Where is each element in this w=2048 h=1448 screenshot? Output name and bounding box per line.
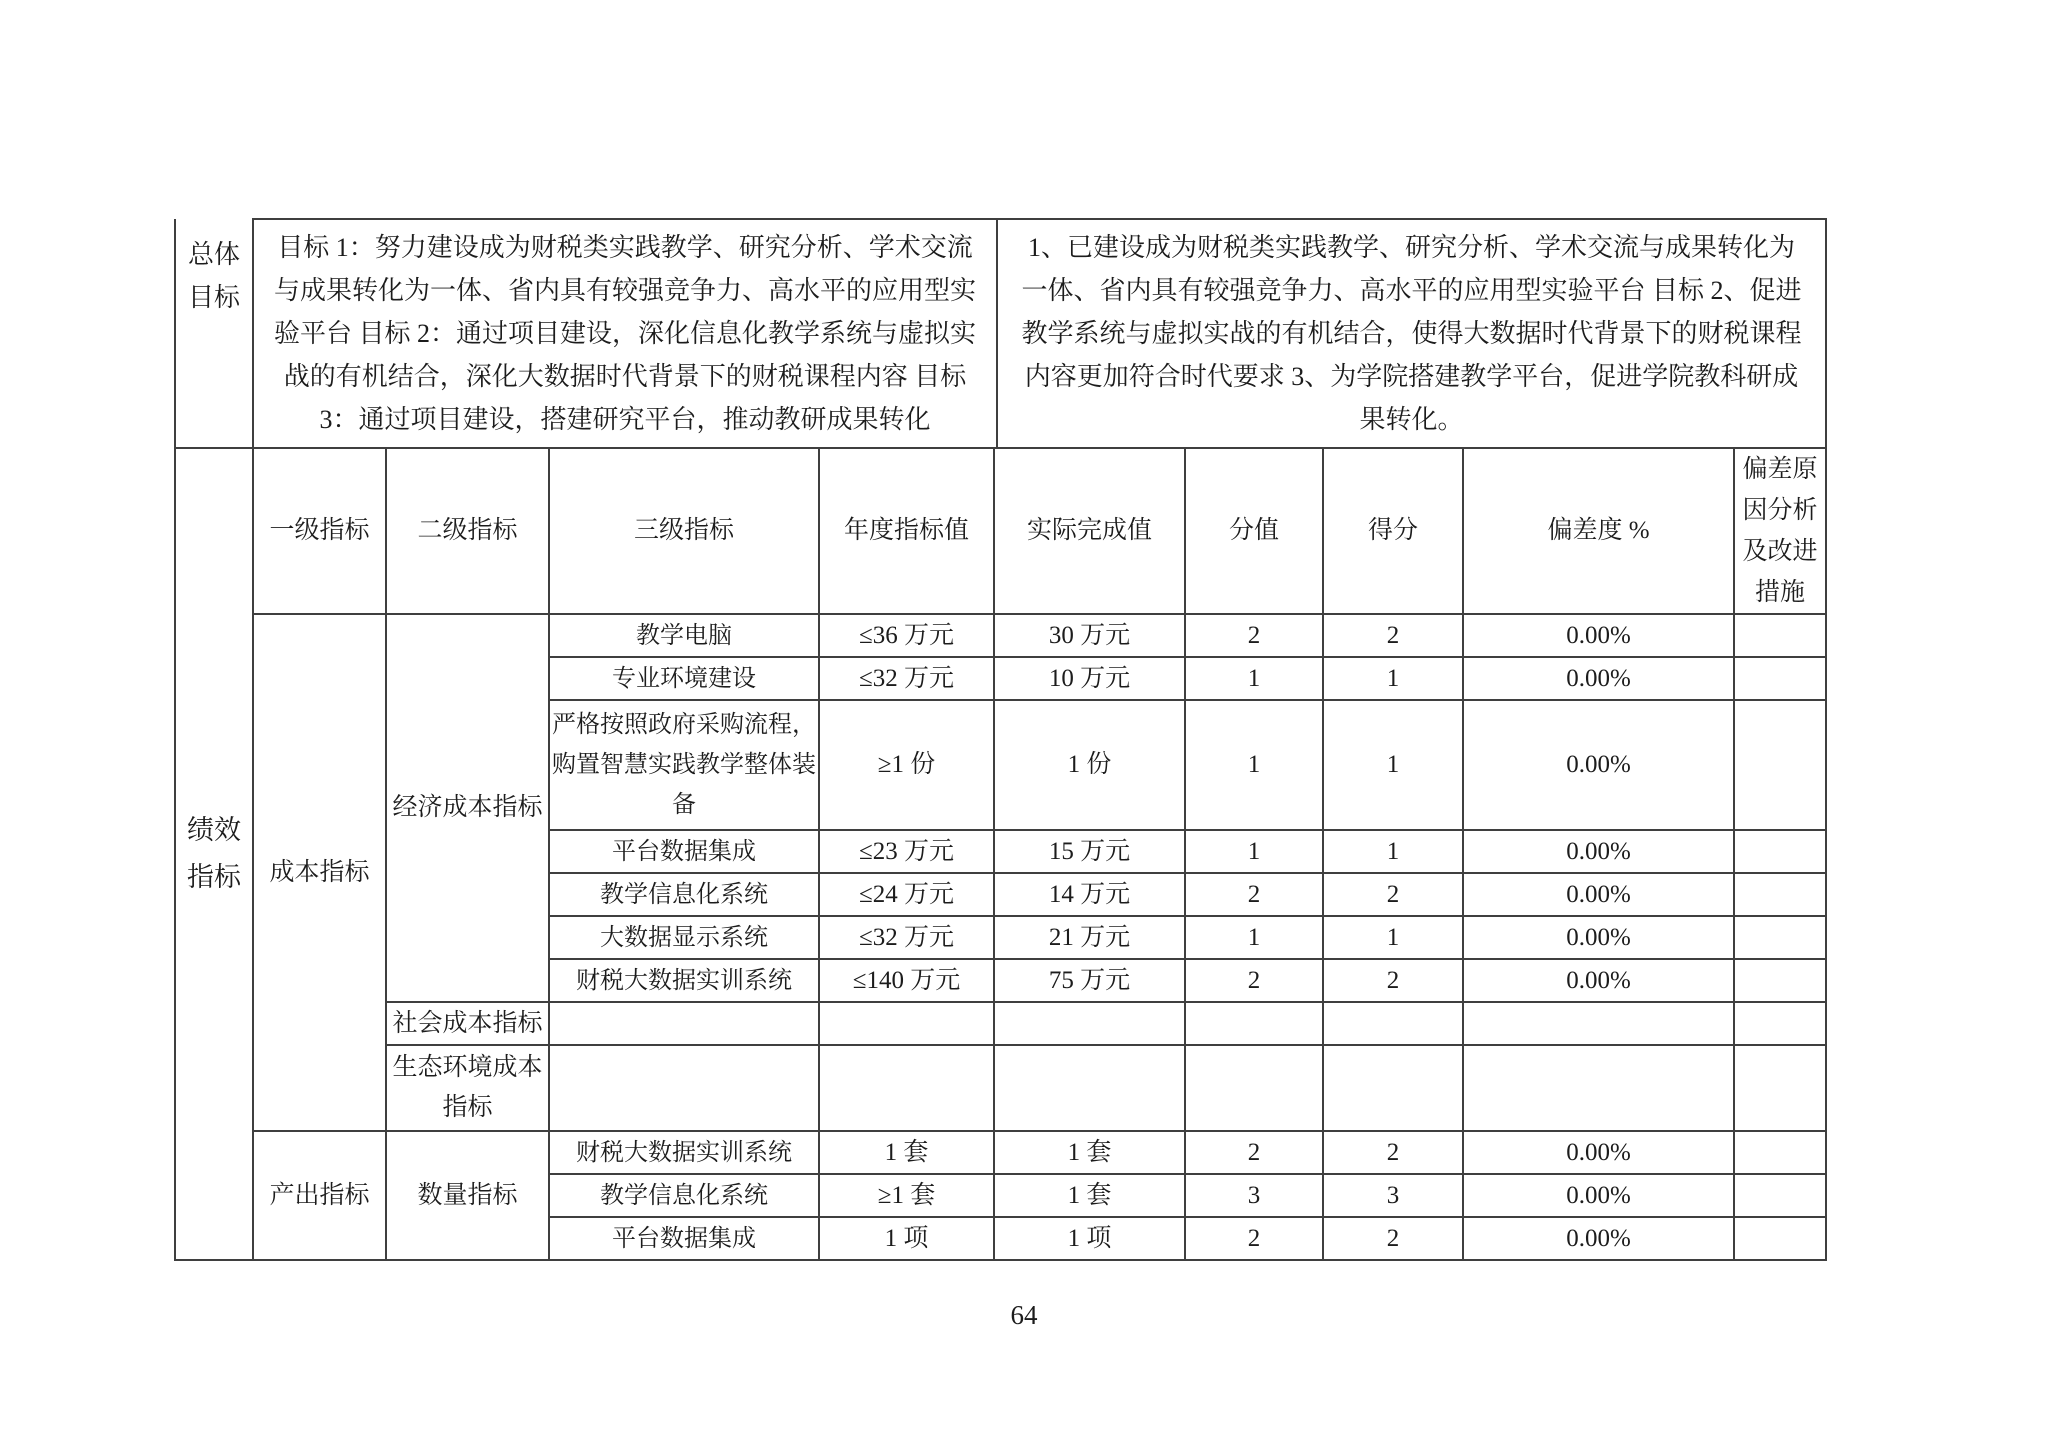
score-cell: 2 — [1323, 1131, 1463, 1174]
score-value-cell: 1 — [1185, 916, 1323, 959]
table-row — [175, 1131, 1826, 1174]
remark-cell — [1734, 916, 1826, 959]
target-cell: ≤36 万元 — [819, 614, 994, 657]
target-cell: ≤23 万元 — [819, 830, 994, 873]
score-cell: 1 — [1323, 830, 1463, 873]
level2-social-cost-cell: 社会成本指标 — [386, 1002, 549, 1045]
target-cell: ≥1 套 — [819, 1174, 994, 1217]
header-level1: 一级指标 — [253, 448, 386, 614]
remark-cell — [1734, 1002, 1826, 1045]
actual-cell: 1 份 — [994, 700, 1185, 830]
header-deviation: 偏差度 % — [1463, 448, 1734, 614]
header-level2: 二级指标 — [386, 448, 549, 614]
actual-cell: 1 套 — [994, 1174, 1185, 1217]
score-cell: 2 — [1323, 614, 1463, 657]
remark-cell — [1734, 614, 1826, 657]
score-value-cell — [1185, 1045, 1323, 1131]
score-cell — [1323, 1002, 1463, 1045]
score-cell: 2 — [1323, 873, 1463, 916]
target-cell: ≤32 万元 — [819, 916, 994, 959]
remark-cell — [1734, 830, 1826, 873]
score-value-cell: 2 — [1185, 614, 1323, 657]
score-cell: 2 — [1323, 1217, 1463, 1260]
deviation-cell: 0.00% — [1463, 873, 1734, 916]
actual-cell — [994, 1002, 1185, 1045]
actual-cell: 1 项 — [994, 1217, 1185, 1260]
header-target: 年度指标值 — [819, 448, 994, 614]
remark-cell — [1734, 959, 1826, 1002]
performance-section-label: 绩效指标 — [175, 448, 253, 1260]
target-cell: ≤32 万元 — [819, 657, 994, 700]
page-number: 64 — [1010, 1300, 1038, 1330]
performance-indicator-section — [174, 447, 1827, 1261]
deviation-cell: 0.00% — [1463, 614, 1734, 657]
score-cell: 1 — [1323, 916, 1463, 959]
target-cell — [819, 1002, 994, 1045]
indicator-cell: 教学信息化系统 — [549, 873, 819, 916]
deviation-cell: 0.00% — [1463, 700, 1734, 830]
overall-goal-section — [174, 218, 1827, 449]
deviation-cell: 0.00% — [1463, 1131, 1734, 1174]
indicator-cell — [549, 1002, 819, 1045]
indicator-cell — [549, 1045, 819, 1131]
target-cell: ≥1 份 — [819, 700, 994, 830]
score-cell: 3 — [1323, 1174, 1463, 1217]
deviation-cell — [1463, 1002, 1734, 1045]
budget-performance-table — [174, 218, 1826, 1261]
actual-cell: 14 万元 — [994, 873, 1185, 916]
score-value-cell: 1 — [1185, 830, 1323, 873]
level1-cost-indicator-cell: 成本指标 — [253, 614, 386, 1131]
score-value-cell: 2 — [1185, 959, 1323, 1002]
actual-cell: 30 万元 — [994, 614, 1185, 657]
score-value-cell: 1 — [1185, 700, 1323, 830]
remark-cell — [1734, 1131, 1826, 1174]
overall-goal-actual-text: 1、已建设成为财税类实践教学、研究分析、学术交流与成果转化为一体、省内具有较强竞争力、高水平的应用型实验平台 目标 2、促进教学系统与虚拟实战的有机结合，使得大数据时代背景下的财税课程内容更加符合时代要求 3、为学院搭建教学平台，促进学院教科研成果转化。 — [997, 219, 1826, 448]
indicator-cell: 严格按照政府采购流程，购置智慧实践教学整体装备 — [549, 700, 819, 830]
remark-cell — [1734, 873, 1826, 916]
table-row — [175, 1045, 1826, 1131]
indicator-cell: 平台数据集成 — [549, 830, 819, 873]
level2-quantity-cell: 数量指标 — [386, 1131, 549, 1260]
header-score-value: 分值 — [1185, 448, 1323, 614]
actual-cell: 1 套 — [994, 1131, 1185, 1174]
actual-cell: 15 万元 — [994, 830, 1185, 873]
score-cell: 1 — [1323, 657, 1463, 700]
remark-cell — [1734, 657, 1826, 700]
actual-cell: 21 万元 — [994, 916, 1185, 959]
indicator-cell: 财税大数据实训系统 — [549, 1131, 819, 1174]
target-cell: ≤24 万元 — [819, 873, 994, 916]
actual-cell — [994, 1045, 1185, 1131]
indicator-cell: 大数据显示系统 — [549, 916, 819, 959]
deviation-cell: 0.00% — [1463, 830, 1734, 873]
table-header-row — [175, 448, 1826, 614]
target-cell — [819, 1045, 994, 1131]
table-row — [175, 1002, 1826, 1045]
target-cell: ≤140 万元 — [819, 959, 994, 1002]
actual-cell: 10 万元 — [994, 657, 1185, 700]
score-cell: 1 — [1323, 700, 1463, 830]
score-value-cell: 1 — [1185, 657, 1323, 700]
deviation-cell: 0.00% — [1463, 1174, 1734, 1217]
remark-cell — [1734, 1174, 1826, 1217]
header-score: 得分 — [1323, 448, 1463, 614]
target-cell: 1 套 — [819, 1131, 994, 1174]
deviation-cell: 0.00% — [1463, 1217, 1734, 1260]
indicator-cell: 教学信息化系统 — [549, 1174, 819, 1217]
score-value-cell — [1185, 1002, 1323, 1045]
overall-goal-label: 总体目标 — [175, 219, 253, 448]
indicator-cell: 教学电脑 — [549, 614, 819, 657]
deviation-cell — [1463, 1045, 1734, 1131]
score-value-cell: 2 — [1185, 1131, 1323, 1174]
overall-goal-planned-text: 目标 1：努力建设成为财税类实践教学、研究分析、学术交流与成果转化为一体、省内具有较强竞争力、高水平的应用型实验平台 目标 2：通过项目建设，深化信息化教学系统与虚拟实战的有机结合，深化大数据时代背景下的财税课程内容 目标 3：通过项目建设，搭建研究平台，推动教研成果转化 — [253, 219, 997, 448]
remark-cell — [1734, 700, 1826, 830]
score-cell — [1323, 1045, 1463, 1131]
remark-cell — [1734, 1045, 1826, 1131]
indicator-cell: 财税大数据实训系统 — [549, 959, 819, 1002]
header-remark: 偏差原因分析及改进措施 — [1734, 448, 1826, 614]
header-actual: 实际完成值 — [994, 448, 1185, 614]
level2-eco-cost-cell: 生态环境成本指标 — [386, 1045, 549, 1131]
level1-output-indicator-cell: 产出指标 — [253, 1131, 386, 1260]
indicator-cell: 专业环境建设 — [549, 657, 819, 700]
level2-economic-cost-cell: 经济成本指标 — [386, 614, 549, 1002]
target-cell: 1 项 — [819, 1217, 994, 1260]
score-value-cell: 2 — [1185, 873, 1323, 916]
header-level3: 三级指标 — [549, 448, 819, 614]
score-value-cell: 3 — [1185, 1174, 1323, 1217]
actual-cell: 75 万元 — [994, 959, 1185, 1002]
score-value-cell: 2 — [1185, 1217, 1323, 1260]
deviation-cell: 0.00% — [1463, 916, 1734, 959]
score-cell: 2 — [1323, 959, 1463, 1002]
remark-cell — [1734, 1217, 1826, 1260]
deviation-cell: 0.00% — [1463, 959, 1734, 1002]
indicator-cell: 平台数据集成 — [549, 1217, 819, 1260]
table-row — [175, 614, 1826, 657]
deviation-cell: 0.00% — [1463, 657, 1734, 700]
